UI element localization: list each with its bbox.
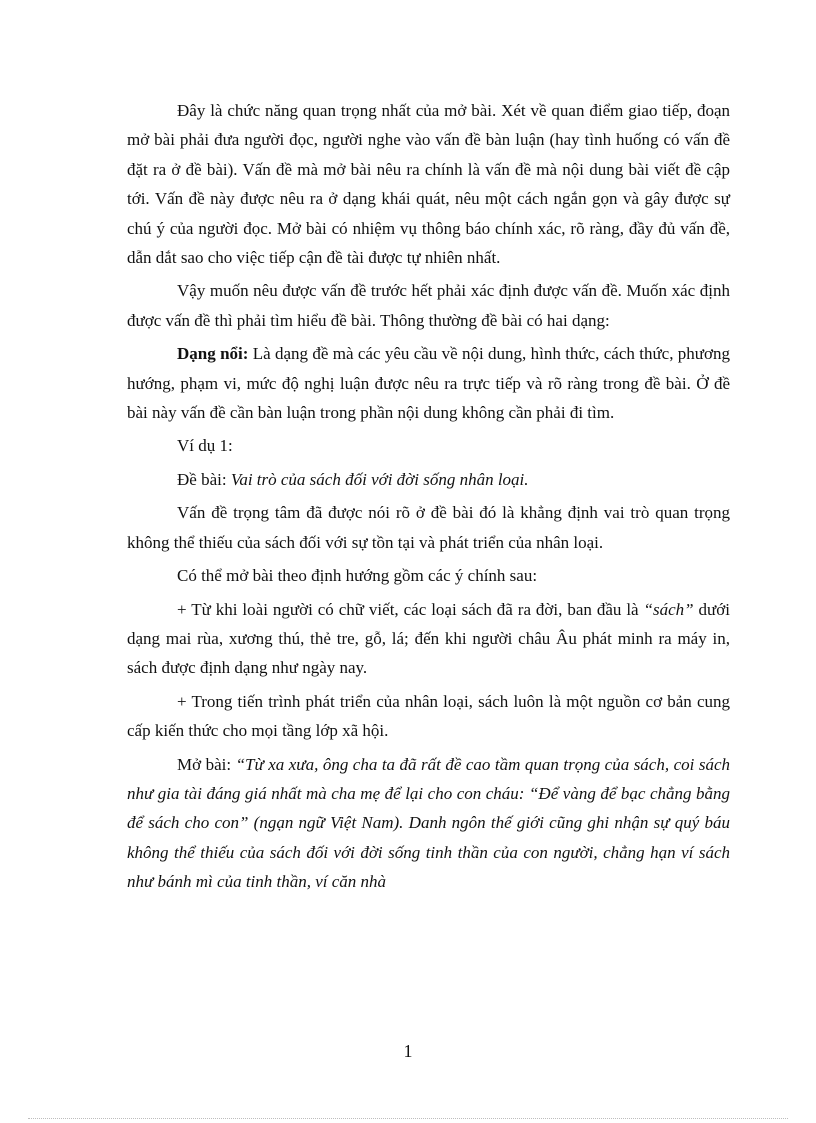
bullet-item-history-of-books — [127, 595, 730, 683]
paragraph-sample-introduction — [127, 750, 730, 897]
paragraph-explicit-type — [127, 339, 730, 427]
bullet1-quote: “sách” — [643, 599, 694, 619]
intro-text: “Từ xa xưa, ông cha ta đã rất đề cao tầm quan trọng của sách, coi sách như gia tài đáng giá nhất mà cha mẹ để lại cho con cháu: “Để vàng để bạc chẳng bằng để sách cho con” (ngạn ngữ Việt Nam). Danh ngôn thế giới cũng ghi nhận sự quý báu không thể thiếu của sách đối với đời sống tinh thần của con người, chẳng hạn ví sách như bánh mì của tinh thần, ví căn nhà — [127, 754, 731, 892]
intro-label: Mở bài: — [177, 754, 232, 774]
explicit-type-text: Là dạng đề mà các yêu cầu về nội dung, hình thức, cách thức, phương hướng, phạm vi, mức độ nghị luận được nêu ra trực tiếp và rõ ràng trong đề bài. Ở đề bài này vấn đề cần bàn luận trong phần nội dung không cần phải đi tìm. — [127, 344, 730, 423]
paragraph-central-issue: Vấn đề trọng tâm đã được nói rõ ở đề bài đó là khẳng định vai trò quan trọng không thể thiếu của sách đối với sự tồn tại và phát triển của nhân loại. — [127, 503, 730, 552]
topic-text: Vai trò của sách đối với đời sống nhân loại. — [230, 469, 529, 489]
bullet-item-knowledge-source: + Trong tiến trình phát triển của nhân loại, sách luôn là một nguồn cơ bản cung cấp kiến thức cho mọi tầng lớp xã hội. — [127, 691, 730, 741]
topic-label: Đề bài: — [177, 469, 231, 489]
bullet1-text-b: dưới dạng mai rùa, xương thú, thẻ tre, gỗ, lá; đến khi người châu Âu phát minh ra máy in, sách được định dạng như ngày nay. — [127, 599, 730, 678]
paragraph-topic — [127, 465, 730, 494]
page-number: 1 — [403, 1041, 413, 1061]
explicit-type-label: Dạng nổi: — [177, 344, 249, 364]
paragraph-identify-problem: Vậy muốn nêu được vấn đề trước hết phải xác định được vấn đề. Muốn xác định được vấn đề thì phải tìm hiểu đề bài. Thông thường đề bài có hai dạng: — [127, 281, 730, 330]
paragraph-function-of-introduction: Đây là chức năng quan trọng nhất của mở bài. Xét về quan điểm giao tiếp, đoạn mở bài phải đưa người đọc, người nghe vào vấn đề bàn luận (hay tình huống có vấn đề đặt ra ở đề bài). Vấn đề mà mở bài nêu ra chính là vấn đề mà nội dung bài viết đề cập tới. Vấn đề này được nêu ra ở dạng khái quát, nêu một cách ngắn gọn và gây được sự chú ý của người đọc. Mở bài có nhiệm vụ thông báo chính xác, rõ ràng, đầy đủ vấn đề, dẫn dắt sao cho việc tiếp cận đề tài được tự nhiên nhất. — [127, 101, 730, 268]
bullet1-text-a: + Từ khi loài người có chữ viết, các loại sách đã ra đời, ban đầu là — [177, 599, 644, 619]
paragraph-main-ideas-intro: Có thể mở bài theo định hướng gồm các ý chính sau: — [177, 566, 538, 586]
page-bottom-divider — [28, 1118, 788, 1119]
example-label: Ví dụ 1: — [177, 436, 233, 456]
document-body — [127, 96, 730, 897]
